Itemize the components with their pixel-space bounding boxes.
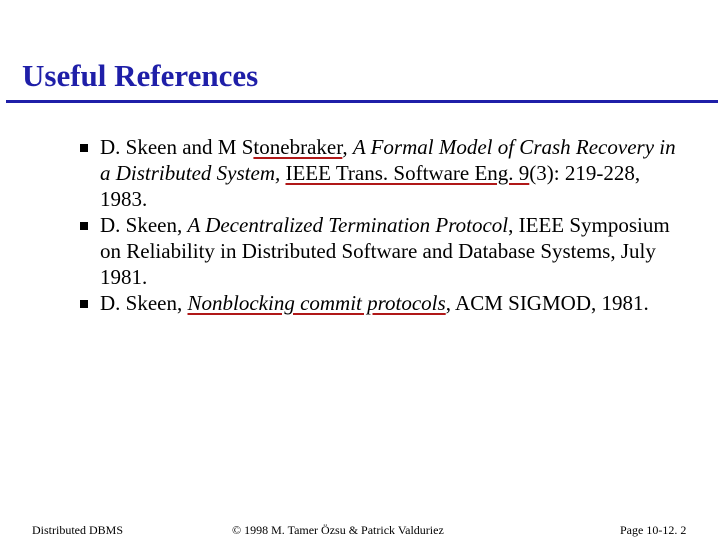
square-bullet-icon xyxy=(80,300,88,308)
square-bullet-icon xyxy=(80,222,88,230)
footer-course: Distributed DBMS xyxy=(32,523,124,537)
title-divider xyxy=(6,100,718,103)
slide-title: Useful References xyxy=(22,58,259,93)
reference-title: A Formal Model of Crash Recovery in a Distributed System, xyxy=(100,135,676,185)
venue-link[interactable]: IEEE Trans. Software Eng. 9 xyxy=(285,161,530,185)
reference-list xyxy=(80,134,680,316)
reference-item xyxy=(80,134,680,212)
author-link[interactable]: tonebraker xyxy=(253,135,343,159)
footer-copyright: © 1998 M. Tamer Özsu & Patrick Valduriez xyxy=(232,523,444,537)
reference-authors: D. Skeen and M S xyxy=(100,135,254,159)
reference-item xyxy=(80,290,680,316)
reference-details: , IEEE Symposium on Reliability in Distributed Software and Database Systems, July 1981. xyxy=(100,213,670,289)
title-link[interactable]: Nonblocking commit protocols xyxy=(187,291,446,315)
reference-details: (3): 219-228, 1983. xyxy=(100,161,641,211)
square-bullet-icon xyxy=(80,144,88,152)
reference-separator: , xyxy=(342,135,353,159)
reference-details: , ACM SIGMOD, 1981. xyxy=(445,291,649,315)
reference-authors: D. Skeen, xyxy=(100,213,188,237)
reference-item xyxy=(80,212,680,290)
reference-title: A Decentralized Termination Protocol xyxy=(187,213,509,237)
footer-page-number: Page 10-12. 2 xyxy=(620,523,687,537)
reference-authors: D. Skeen, xyxy=(100,291,188,315)
